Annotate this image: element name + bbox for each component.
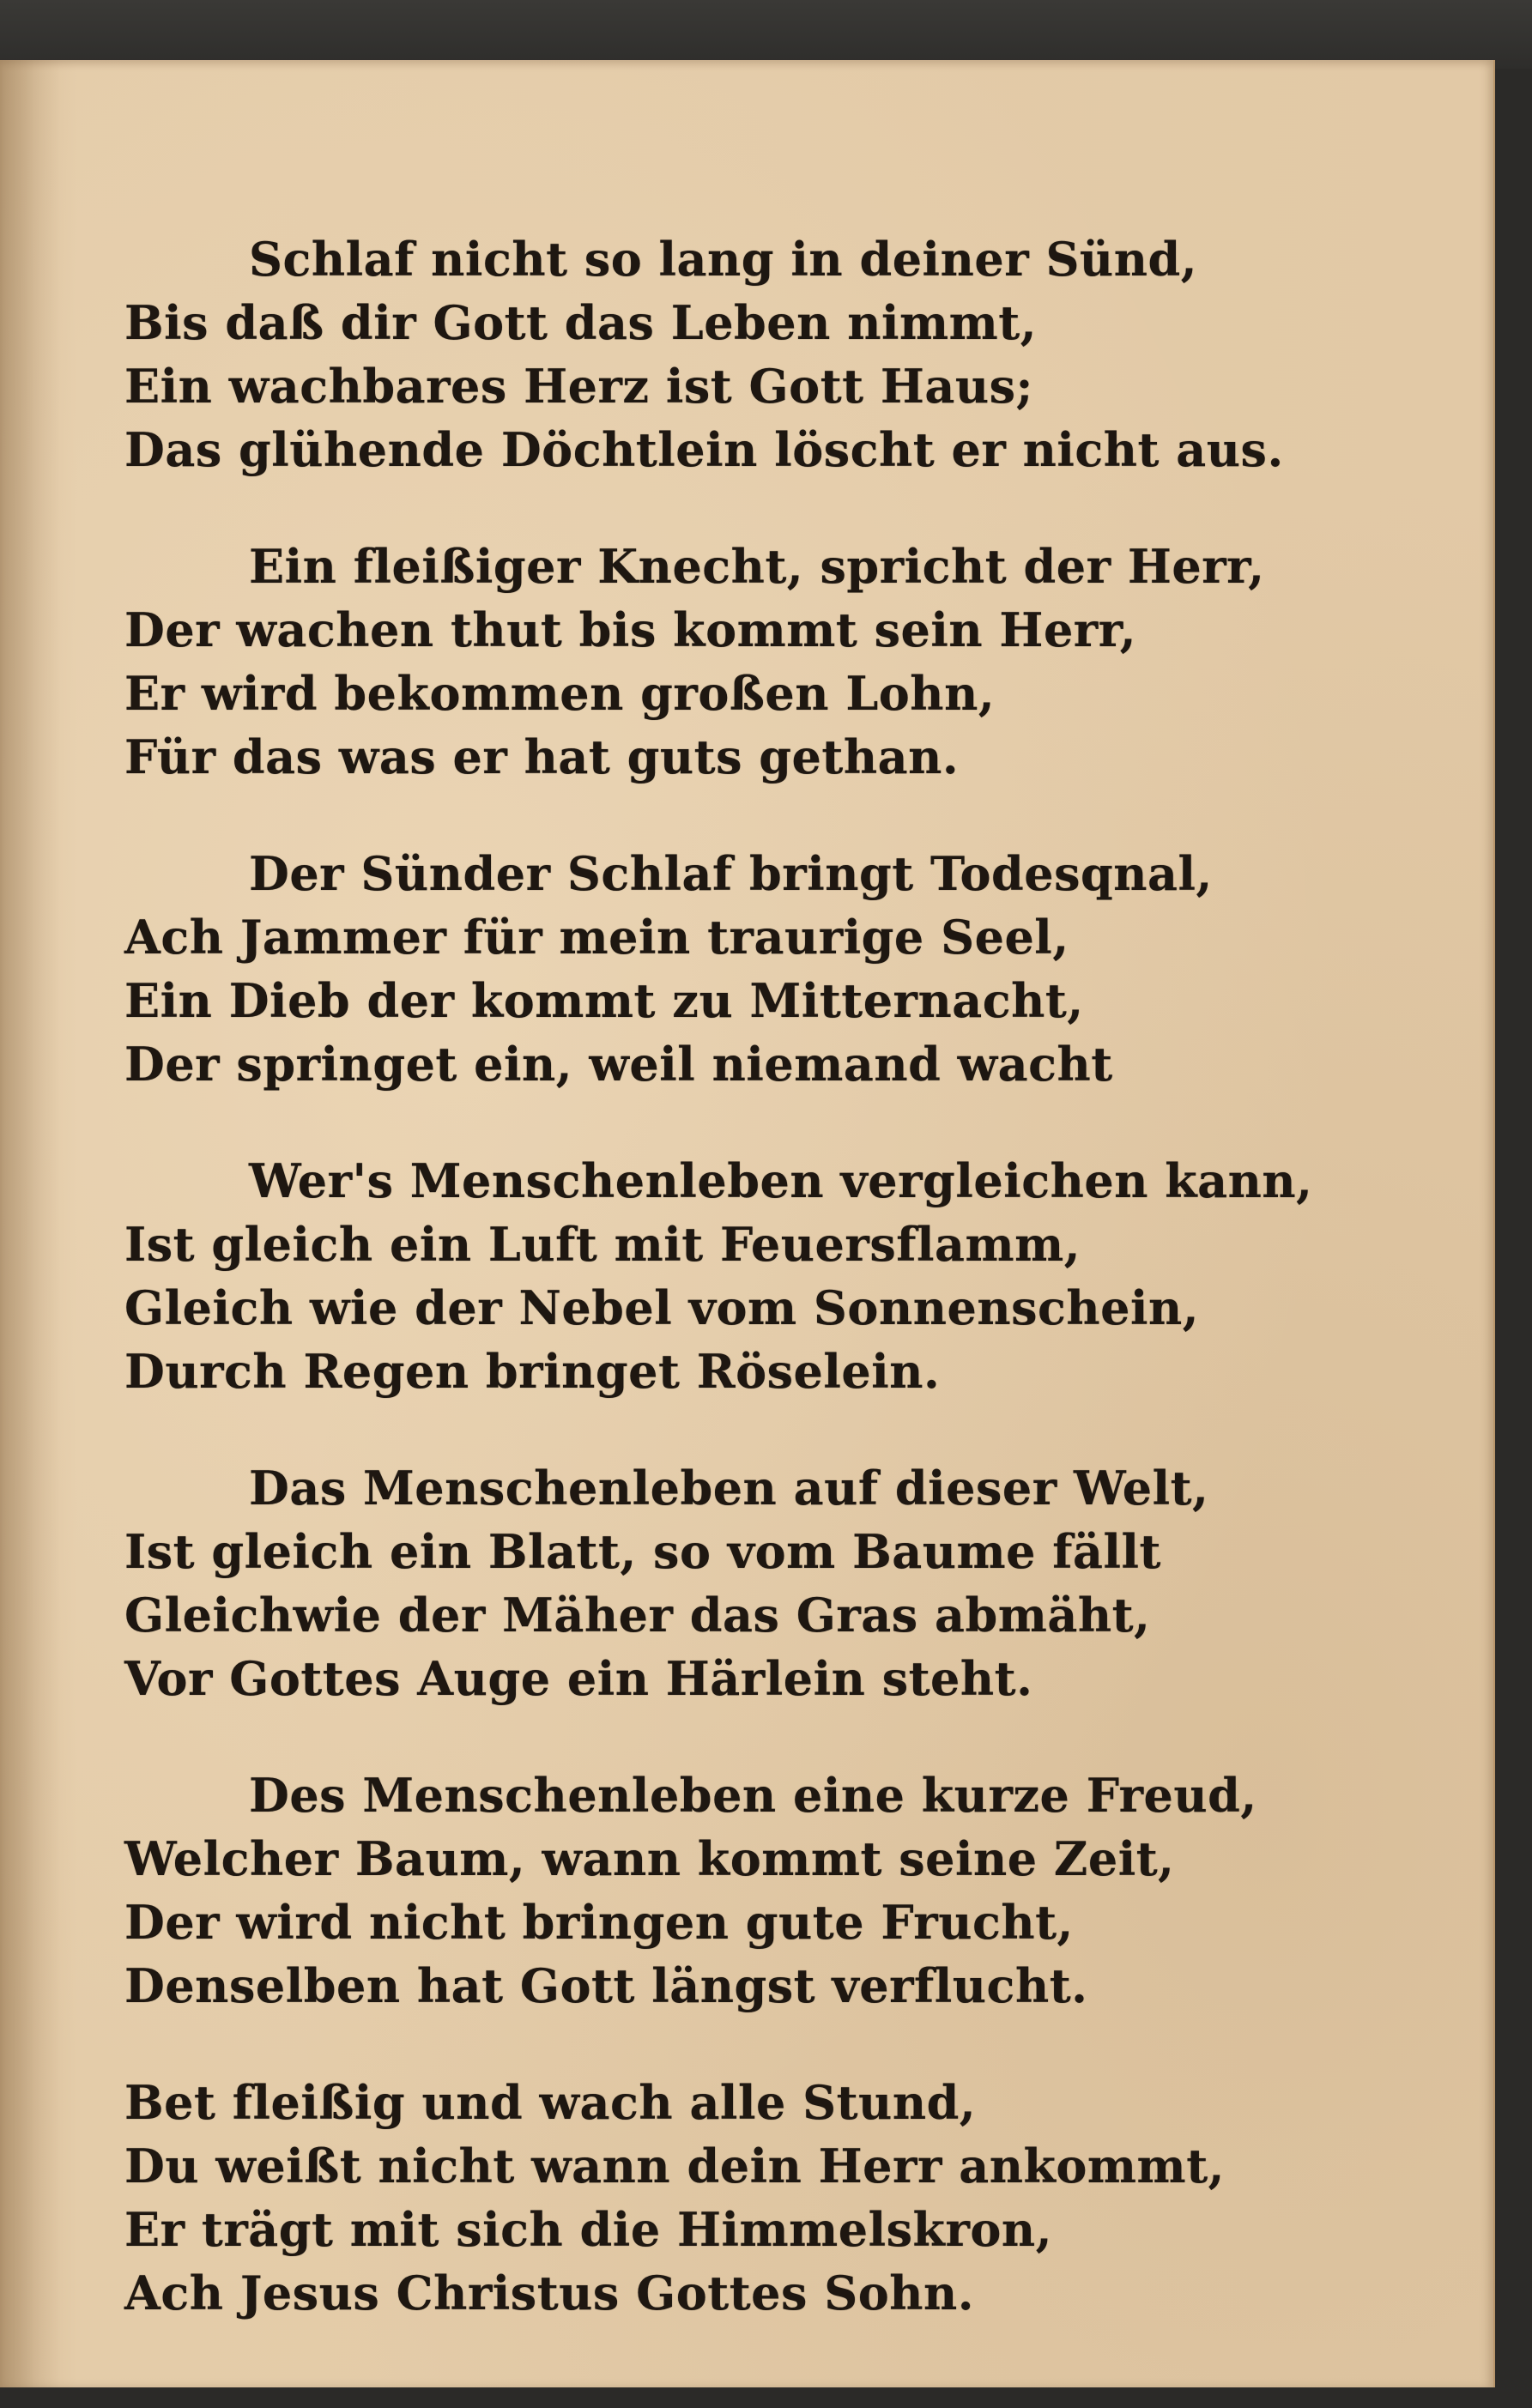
poem-line: Gleich wie der Nebel vom Sonnenschein, [124, 1280, 1200, 1335]
poem-line: Ist gleich ein Blatt, so vom Baume fällt [124, 1524, 1161, 1579]
poem-line: Das glühende Döchtlein löscht er nicht aus. [124, 422, 1284, 477]
poem-line: Ist gleich ein Luft mit Feuersflamm, [124, 1217, 1081, 1272]
stanza-3 [124, 842, 1213, 1096]
poem-line: Du weißt nicht wann dein Herr ankommt, [124, 2139, 1225, 2193]
poem-line: Vor Gottes Auge ein Härlein steht. [124, 1651, 1033, 1706]
stanza-1 [124, 227, 1284, 481]
gutter-shadow [0, 60, 60, 2387]
poem-line: Der wachen thut bis kommt sein Herr, [124, 602, 1137, 657]
poem-line: Gleichwie der Mäher das Gras abmäht, [124, 1588, 1151, 1643]
poem-line: Denselben hat Gott längst verflucht. [124, 1958, 1088, 2013]
poem-line: Ach Jammer für mein traurige Seel, [124, 910, 1069, 965]
poem-line: Des Menschenleben eine kurze Freud, [249, 1768, 1257, 1823]
poem-line: Bet fleißig und wach alle Stund, [124, 2075, 977, 2130]
poem-line: Der wird nicht bringen gute Frucht, [124, 1895, 1074, 1950]
poem [124, 227, 1313, 2378]
poem-line: Wer's Menschenleben vergleichen kann, [249, 1153, 1313, 1208]
poem-line: Durch Regen bringet Röselein. [124, 1344, 941, 1399]
stanza-4 [124, 1149, 1313, 1403]
poem-line: Ein wachbares Herz ist Gott Haus; [124, 359, 1033, 414]
poem-line: Das Menschenleben auf dieser Welt, [249, 1461, 1209, 1516]
poem-line: Schlaf nicht so lang in deiner Sünd, [249, 232, 1198, 287]
poem-line: Er trägt mit sich die Himmelskron, [124, 2202, 1052, 2257]
poem-line: Für das was er hat guts gethan. [124, 729, 960, 784]
stanza-7 [124, 2071, 1225, 2325]
poem-line: Bis daß dir Gott das Leben nimmt, [124, 295, 1038, 350]
poem-line: Ein fleißiger Knecht, spricht der Herr, [249, 539, 1265, 594]
scan-backdrop [0, 0, 1532, 69]
stanza-2 [124, 535, 1265, 789]
poem-line: Der springet ein, weil niemand wacht [124, 1037, 1113, 1092]
stanza-5 [124, 1456, 1209, 1710]
poem-line: Ein Dieb der kommt zu Mitternacht, [124, 973, 1084, 1028]
poem-line: Ach Jesus Christus Gottes Sohn. [124, 2266, 975, 2320]
stanza-6 [124, 1764, 1257, 2018]
poem-line: Welcher Baum, wann kommt seine Zeit, [124, 1831, 1175, 1886]
poem-line: Der Sünder Schlaf bringt Todesqnal, [249, 846, 1213, 901]
poem-line: Er wird bekommen großen Lohn, [124, 666, 996, 721]
